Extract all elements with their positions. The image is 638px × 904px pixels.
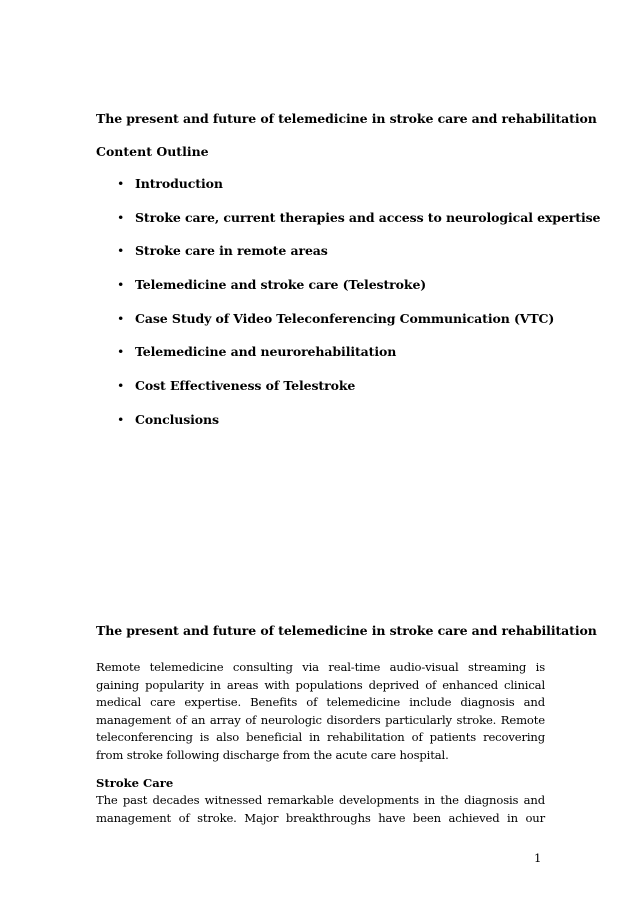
stroke-care-heading: Stroke Care [96,776,174,790]
page-number: 1 [534,851,542,865]
outline-item-label: Cost Effectiveness of Telestroke [135,378,356,393]
bullet-icon: • [117,277,125,292]
outline-item-label: Telemedicine and stroke care (Telestroke) [135,277,427,292]
section-title: The present and future of telemedicine in stroke care and rehabilitation [96,623,597,638]
bullet-icon: • [117,378,125,393]
outline-item-label: Stroke care in remote areas [135,243,328,258]
bullet-icon: • [117,311,125,326]
stroke-care-paragraph: The past decades witnessed remarkable developments in the diagnosis and management of stroke. Major breakthroughs have been achieved in our [96,793,545,825]
bullet-icon: • [117,210,125,225]
bullet-icon: • [117,344,125,359]
intro-paragraph: Remote telemedicine consulting via real-time audio-visual streaming is gaining popularity in areas with populations deprived of enhanced clinical medical care expertise. Benefits of telemedicine include diagnosis and management of an array of neurologic disorders particularly stroke. Remote teleconferencing is also beneficial in rehabilitation of patients recovering from stroke following discharge from the acute care hospital. [96,660,545,762]
outline-heading: Content Outline [96,144,209,159]
bullet-icon: • [117,412,125,427]
bullet-icon: • [117,243,125,258]
outline-item-label: Conclusions [135,412,219,427]
outline-item-label: Stroke care, current therapies and access to neurological expertise [135,210,601,225]
bullet-icon: • [117,176,125,191]
outline-item-label: Case Study of Video Teleconferencing Communication (VTC) [135,311,555,326]
outline-item-label: Telemedicine and neurorehabilitation [135,344,397,359]
outline-item-label: Introduction [135,176,223,191]
document-title: The present and future of telemedicine in stroke care and rehabilitation [96,111,597,126]
